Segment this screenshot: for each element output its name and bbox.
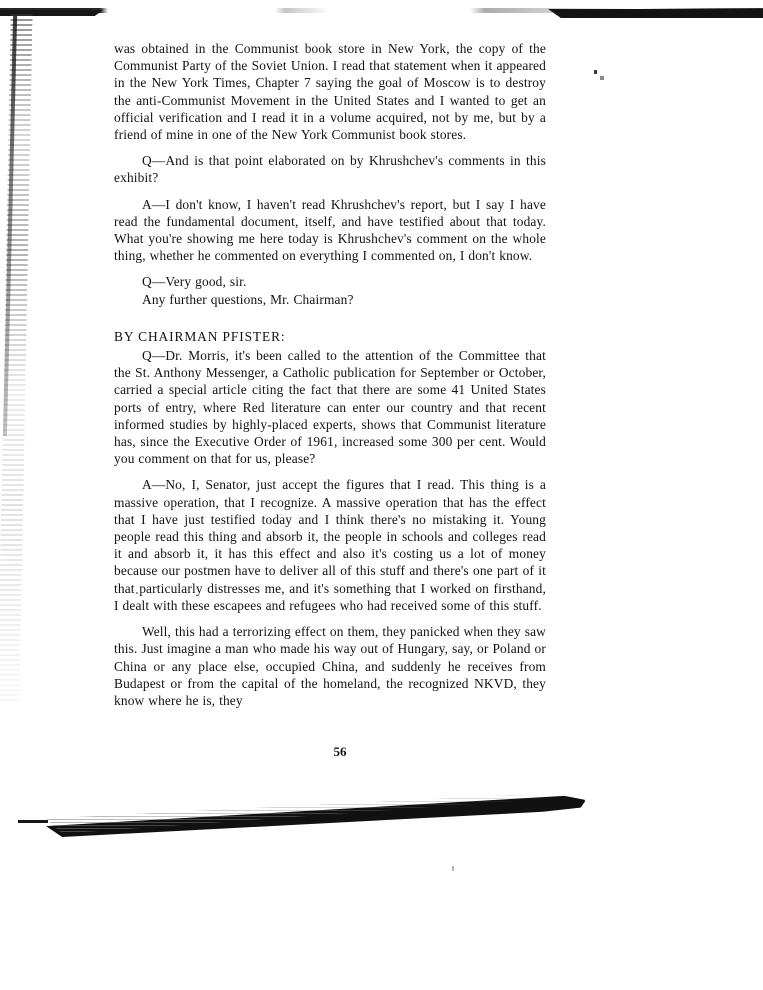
paragraph: was obtained in the Communist book store in New York, the copy of the Communist Party of the Soviet Union. I read that statement when it appeared in the New York Times, Chapter 7 saying the goal of Moscow is to destroy the anti-Communist Movement in the United States and I wanted to get an official verification and I read it in a volume acquired, not by me, but by a friend of mine in one of the New York Communist book stores. [114, 41, 546, 143]
page-edge-shadow-wedge-artifact [46, 795, 586, 837]
paragraph: A—No, I, Senator, just accept the figures that I read. This thing is a massive operation, that I recognize. A massive operation that has the effect that I have just testified today and I think there's no mistaking it. Young people read this thing and absorb it, the people in schools and colleges read it and absorb it, it has this effect and also it's costing us a lot of money because our postmen have to deliver all of this stuff and there's one part of it that particularly distresses me, and it's something that I worked on firsthand, I dealt with these escapees and refugees who had received some of this stuff. [114, 477, 546, 613]
paragraph: A—I don't know, I haven't read Khrushchev's report, but I say I have read the fundamental document, itself, and have testified about that today. What you're showing me here today is Khrushchev's comment on the whole thing, whether he commented on everything I commented on, I don't know. [114, 196, 546, 264]
document-text-column [114, 40, 546, 718]
dust-speck-icon [594, 70, 597, 74]
dust-speck-icon [452, 866, 454, 871]
section-heading: BY CHAIRMAN PFISTER: [114, 328, 286, 344]
paragraph: Any further questions, Mr. Chairman? [142, 291, 354, 307]
paragraph: Q—Dr. Morris, it's been called to the attention of the Committee that the St. Anthony Messenger, a Catholic publication for September or October, carried a special article citing the fact that there are some 41 United States ports of entry, where Red literature can enter our country and that recent informed studies by highly-placed experts, shows that Communist literature has, since the Executive Order of 1961, increased some 300 per cent. Would you comment on that for us, please? [114, 348, 546, 467]
paragraph: Q—Very good, sir. [142, 274, 247, 290]
page-number: 56 [333, 744, 347, 759]
scan-top-band-right-artifact [548, 9, 763, 18]
paragraph: Q—And is that point elaborated on by Khrushchev's comments in this exhibit? [114, 153, 546, 186]
dust-speck-icon [600, 76, 604, 80]
paragraph: Well, this had a terrorizing effect on them, they panicked when they saw this. Just imagine a man who made his way out of Hungary, say, or Poland or China or any place else, occupied China, and suddenly he receives from Budapest or from the capital of the homeland, the recognized NKVD, they know where he is, they [114, 624, 546, 708]
page-edge-tip-artifact [18, 820, 48, 823]
